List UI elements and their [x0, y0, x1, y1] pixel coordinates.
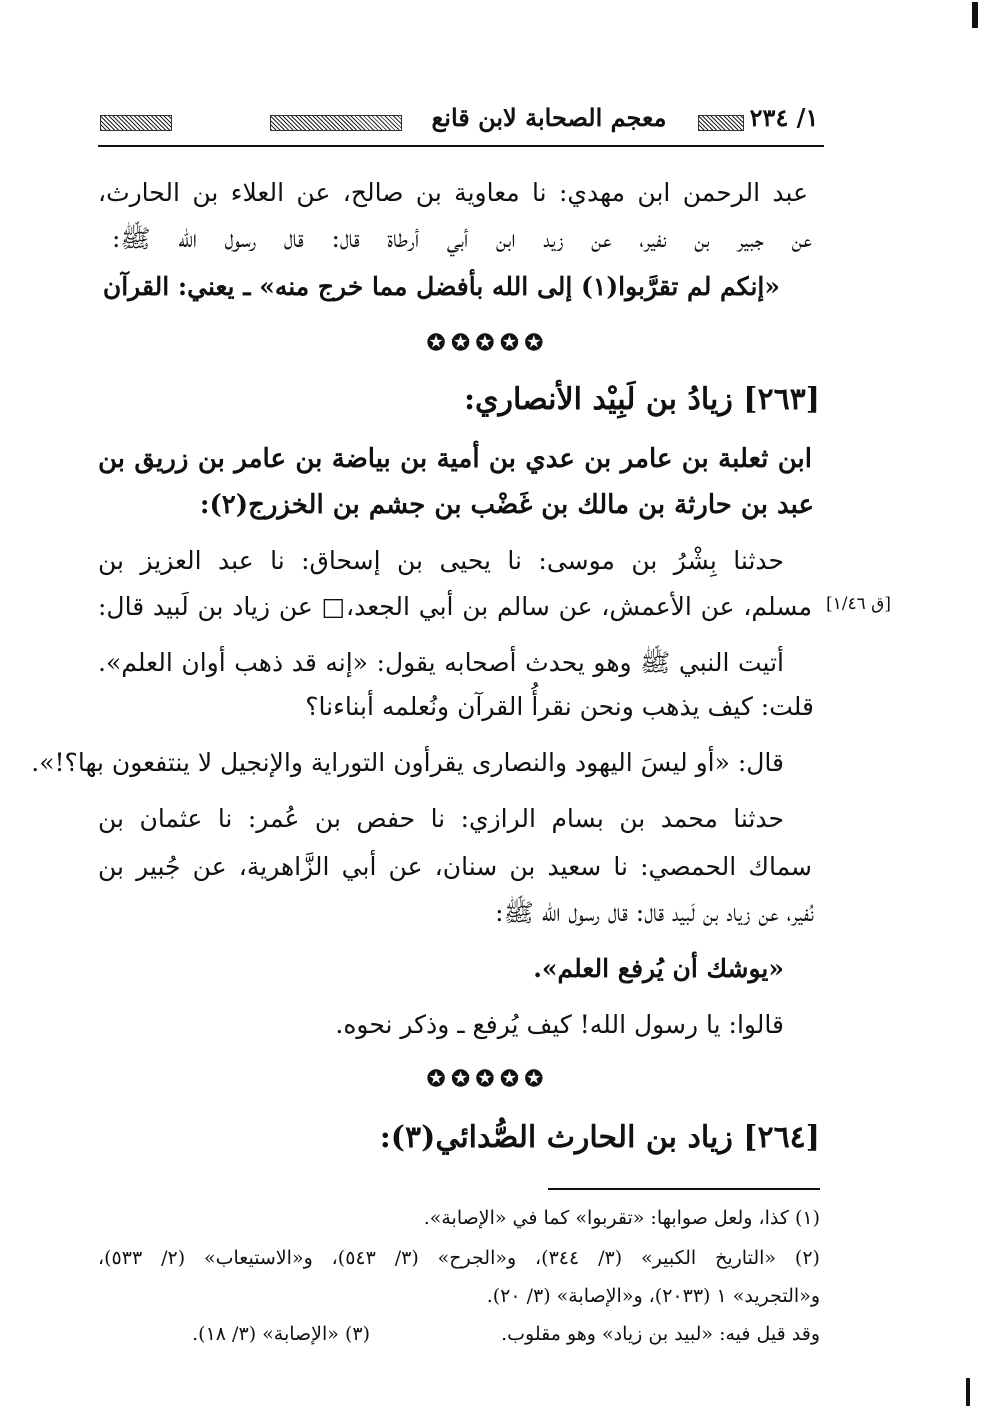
text-line: نُفير، عن زياد بن لَبيد قال: قال رسول الله ﷺ:: [495, 898, 814, 927]
running-header: [98, 101, 824, 143]
header-ornament-left: [100, 115, 172, 131]
text-line: قالوا: يا رسول الله! كيف يُرفع ـ وذكر نحوه.: [335, 1010, 784, 1039]
scan-edge-mark: [966, 1378, 970, 1406]
text-line: سماك الحمصي: نا سعيد بن سنان، عن أبي الزَّاهرية، عن جُبير بن: [98, 852, 812, 881]
text-line: عبد الرحمن ابن مهدي: نا معاوية بن صالح، عن العلاء بن الحارث،: [98, 178, 808, 207]
hadith-text: «يوشك أن يُرفع العلم».: [533, 954, 784, 983]
book-title: معجم الصحابة لابن قانع: [431, 103, 667, 132]
section-separator: ✪✪✪✪✪: [426, 330, 550, 356]
text-line: حدثنا محمد بن بسام الرازي: نا حفص بن عُمر: نا عثمان بن: [98, 804, 784, 833]
scan-edge-mark: [972, 2, 978, 28]
footnote: (٣) «الإصابة» (٣/ ١٨).: [192, 1323, 370, 1345]
text-line: عن جبير بن نفير، عن زيد ابن أبي أرطاة قال: قال رسول الله ﷺ:: [112, 224, 812, 253]
footnote: (٢) «التاريخ الكبير» (٣/ ٣٤٤)، و«الجرح» (٣/ ٥٤٣)، و«الاستيعاب» (٢/ ٥٣٣)،: [98, 1247, 820, 1269]
entry-heading: [٢٦٣] زيادُ بن لَبِيْد الأنصاري:: [463, 382, 820, 417]
footnote: (١) كذا، ولعل صوابها: «تقربوا» كما في «الإصابة».: [423, 1207, 820, 1229]
header-ornament-right: [698, 115, 744, 131]
lineage-text: ابن ثعلبة بن عامر بن عدي بن أمية بن بياضة بن عامر بن زريق بن: [98, 444, 812, 474]
hadith-text: «إنكم لم تقرَّبوا(١) إلى الله بأفضل مما خرج منه» ـ يعني: القرآن: [102, 272, 780, 301]
manuscript-folio-note: [ق ١/٤٦]: [826, 594, 891, 614]
footnote-separator: [548, 1188, 820, 1190]
section-separator: ✪✪✪✪✪: [426, 1066, 550, 1092]
header-ornament-middle: [270, 115, 402, 131]
text-line: مسلم، عن الأعمش، عن سالم بن أبي الجعد،□ عن زياد بن لَبيد قال:: [98, 592, 812, 621]
text-line: قلت: كيف يذهب ونحن نقرأُ القرآن ونُعلمه أبناءنا؟: [305, 692, 814, 721]
text-line: قال: «أو ليسَ اليهود والنصارى يقرأون التوراية والإنجيل لا ينتفعون بها؟!».: [31, 748, 784, 777]
text-line: حدثنا بِشْرُ بن موسى: نا يحيى بن إسحاق: نا عبد العزيز بن: [98, 546, 784, 575]
footnote: و«التجريد» ١ (٢٠٣٣)، و«الإصابة» (٣/ ٢٠).: [486, 1285, 820, 1307]
page-number: ١/ ٢٣٤: [749, 103, 819, 132]
header-rule: [98, 145, 824, 147]
text-line: أتيت النبي ﷺ وهو يحدث أصحابه يقول: «إنه قد ذهب أوان العلم».: [98, 648, 784, 677]
lineage-text: عبد بن حارثة بن مالك بن غَضْب بن جشم بن الخزرج(٢):: [199, 490, 814, 520]
entry-heading: [٢٦٤] زياد بن الحارث الصُّدائي(٣):: [379, 1120, 820, 1155]
footnote: وقد قيل فيه: «لبيد بن زياد» وهو مقلوب.: [501, 1323, 820, 1345]
